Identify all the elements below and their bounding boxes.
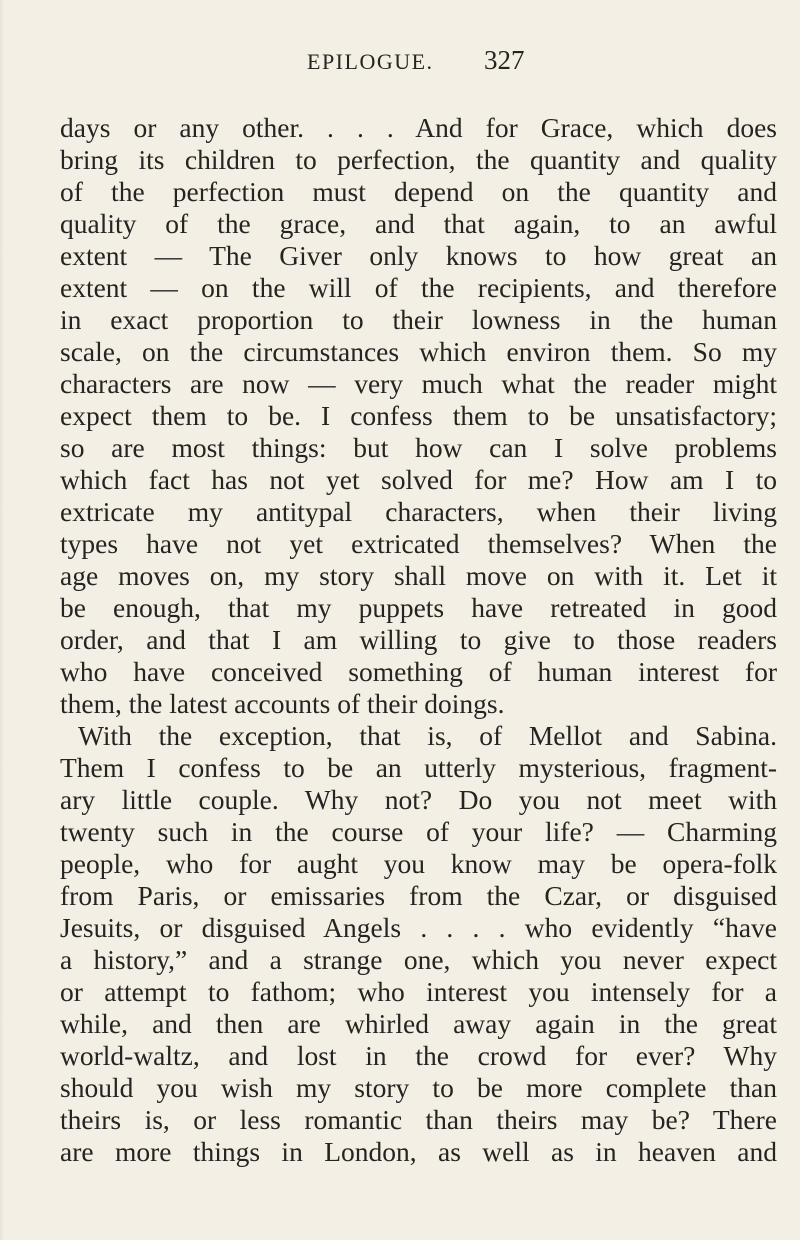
text-line: types have not yet extricated themselves? When the [60,528,777,559]
text-line: expect them to be. I confess them to be unsatisfactory; [60,400,777,431]
text-line: be enough, that my puppets have retreated in good [60,592,777,623]
running-title: EPILOGUE. [307,49,434,74]
text-line: from Paris, or emissaries from the Czar, or disguised [60,880,777,911]
text-line: extent — The Giver only knows to how great an [60,240,777,271]
text-line: of the perfection must depend on the quantity and [60,176,777,207]
text-line: in exact proportion to their lowness in the human [60,304,777,335]
text-line: order, and that I am willing to give to those readers [60,624,777,655]
text-line: which fact has not yet solved for me? How am I to [60,464,777,495]
paragraph-start-line: With the exception, that is, of Mellot and Sabina. [78,720,777,751]
text-line: or attempt to fathom; who interest you intensely for a [60,976,777,1007]
text-line: scale, on the circumstances which environ them. So my [60,336,777,367]
text-line: Jesuits, or disguised Angels . . . . who evidently “have [60,912,777,943]
text-line: bring its children to perfection, the quantity and quality [60,144,777,175]
text-line: twenty such in the course of your life? — Charming [60,816,777,847]
text-line: a history,” and a strange one, which you never expect [60,944,777,975]
running-head [0,45,800,85]
paragraph-end-line: them, the latest accounts of their doings. [60,688,505,719]
text-line: should you wish my story to be more complete than [60,1072,777,1103]
text-line: extricate my antitypal characters, when their living [60,496,777,527]
text-line: people, who for aught you know may be opera-folk [60,848,777,879]
text-line: characters are now — very much what the reader might [60,368,777,399]
page-gutter-shadow [0,0,4,1240]
body-text [60,112,777,1168]
text-line: who have conceived something of human interest for [60,656,777,687]
text-line: ary little couple. Why not? Do you not meet with [60,784,777,815]
text-line: world-waltz, and lost in the crowd for ever? Why [60,1040,777,1071]
page-number: 327 [484,45,525,75]
text-line: extent — on the will of the recipients, and therefore [60,272,777,303]
text-line: days or any other. . . . And for Grace, which does [60,112,777,143]
text-line: age moves on, my story shall move on with it. Let it [60,560,777,591]
text-line: so are most things: but how can I solve problems [60,432,777,463]
text-line: quality of the grace, and that again, to an awful [60,208,777,239]
text-line: Them I confess to be an utterly mysterious, fragment- [60,752,777,783]
text-line: while, and then are whirled away again in the great [60,1008,777,1039]
text-line: are more things in London, as well as in heaven and [60,1136,777,1167]
text-line: theirs is, or less romantic than theirs may be? There [60,1104,777,1135]
